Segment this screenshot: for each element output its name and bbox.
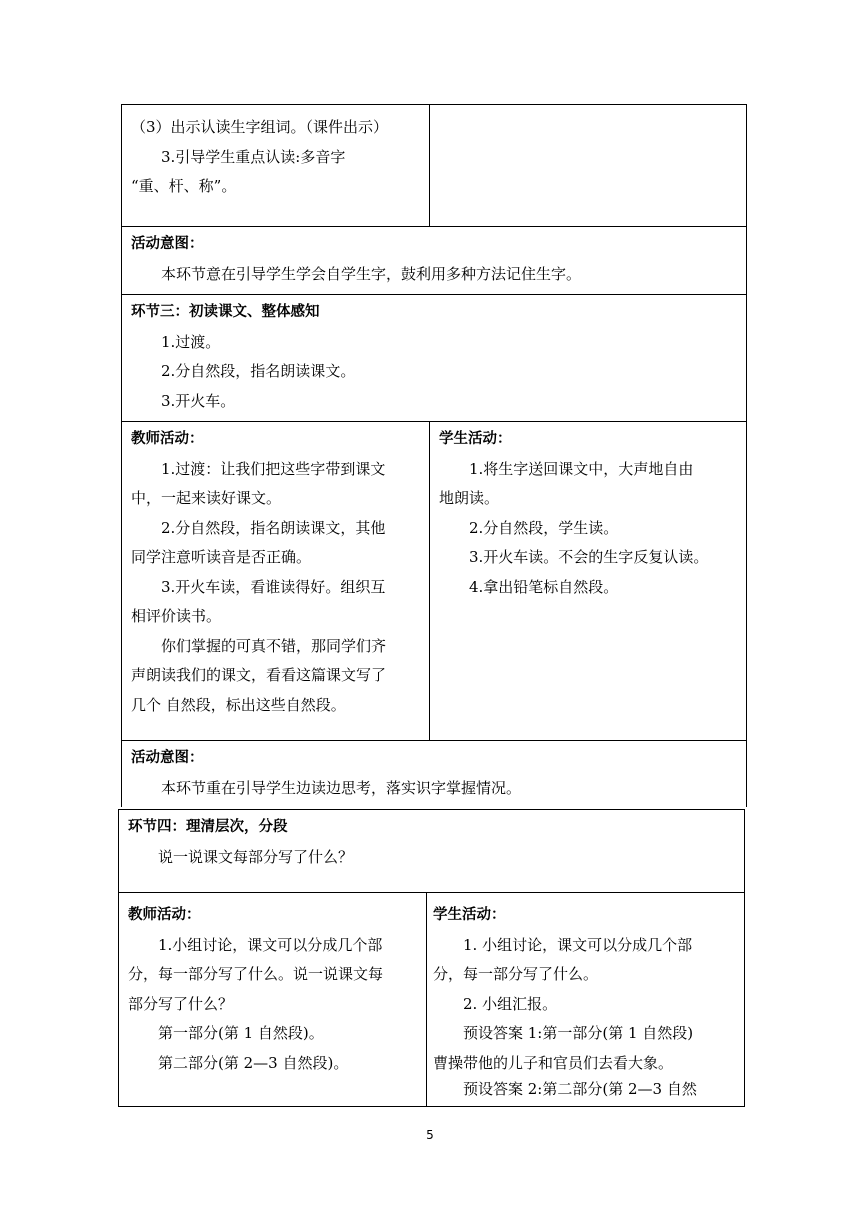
- student4-title: 学生活动：: [433, 907, 506, 923]
- table-row: [122, 227, 747, 295]
- table-row: [122, 422, 747, 741]
- student3-line: 2.分自然段，学生读。: [469, 518, 619, 537]
- student4-line: 预设答案 2:第二部分(第 2—3 自然: [463, 1080, 697, 1098]
- student4-line: 分，每一部分写了什么。: [433, 965, 599, 983]
- section4-cell: [119, 810, 745, 893]
- student3-line: 3.开火车读。不会的生字反复认读。: [469, 548, 709, 566]
- table-row: [122, 295, 747, 422]
- student3-line: 1.将生字送回课文中，大声地自由: [469, 459, 694, 478]
- intent-cell-1: [122, 227, 747, 295]
- section4-title: 环节四：理清层次，分段: [128, 819, 288, 835]
- section3-cell: [122, 295, 747, 422]
- student4-line: 预设答案 1:第一部分(第 1 自然段): [463, 1024, 694, 1042]
- teacher4-title: 教师活动：: [128, 907, 201, 923]
- page-number: 5: [426, 1128, 434, 1142]
- table-row: [122, 105, 747, 227]
- student4-cell: [427, 893, 745, 1107]
- table-row: [119, 893, 745, 1107]
- top-line-3: “重、杆、称”。: [131, 177, 237, 195]
- student3-line: 地朗读。: [439, 489, 500, 507]
- student3-line: 4.拿出铅笔标自然段。: [469, 577, 619, 596]
- student3-cell: [430, 422, 747, 741]
- section3-title: 环节三：初读课文、整体感知: [131, 304, 320, 320]
- section3-item-1: 1.过渡。: [161, 332, 221, 351]
- teacher4-line: 部分写了什么？: [128, 994, 234, 1013]
- teacher4-line: 分，每一部分写了什么。说一说课文每: [128, 965, 384, 983]
- teacher3-line: 声朗读我们的课文，看看这篇课文写了: [131, 666, 387, 684]
- student4-line: 曹操带他的儿子和官员们去看大象。: [433, 1053, 674, 1072]
- teacher3-cell: [122, 422, 430, 741]
- student4-line: 1. 小组讨论，课文可以分成几个部: [463, 935, 693, 954]
- top-left-cell: [122, 105, 430, 227]
- teacher4-line: 第二部分(第 2—3 自然段)。: [158, 1053, 349, 1072]
- teacher3-line: 中，一起来读好课文。: [131, 489, 282, 507]
- top-line-1: （3）出示认读生字组词。（课件出示）: [131, 118, 389, 136]
- teacher3-line: 同学注意听读音是否正确。: [131, 548, 312, 566]
- intent-text-1: 本环节意在引导学生学会自学生字，鼓利用多种方法记住生字。: [161, 264, 582, 283]
- teacher3-line: 3.开火车读，看谁读得好。组织互: [161, 577, 386, 596]
- section3-item-2: 2.分自然段，指名朗读课文。: [161, 362, 356, 380]
- teacher3-line: 1.过渡：让我们把这些字带到课文: [161, 459, 386, 478]
- intent-text-2: 本环节重在引导学生边读边思考，落实识字掌握情况。: [161, 778, 522, 797]
- top-line-2: 3.引导学生重点认读:多音字: [161, 147, 346, 166]
- teacher3-title: 教师活动：: [131, 431, 204, 447]
- teacher3-line: 你们掌握的可真不错，那同学们齐: [161, 636, 387, 655]
- lesson-plan-table-2: [118, 809, 745, 1107]
- lesson-plan-table-1: [121, 104, 747, 807]
- section3-item-3: 3.开火车。: [161, 391, 236, 410]
- teacher4-line: 1.小组讨论，课文可以分成几个部: [158, 935, 383, 954]
- student4-line: 2. 小组汇报。: [463, 994, 558, 1013]
- intent-title-2: 活动意图：: [131, 750, 204, 766]
- student3-title: 学生活动：: [439, 431, 512, 447]
- top-right-cell: [430, 105, 747, 227]
- table-row: [119, 810, 745, 893]
- intent-title-1: 活动意图：: [131, 236, 204, 252]
- teacher3-line: 2.分自然段，指名朗读课文，其他: [161, 518, 386, 537]
- teacher3-line: 几个 自然段，标出这些自然段。: [131, 695, 346, 714]
- table-row: [122, 741, 747, 808]
- teacher4-line: 第一部分(第 1 自然段)。: [158, 1024, 324, 1042]
- intent-cell-2: [122, 741, 747, 808]
- teacher3-line: 相评价读书。: [131, 607, 222, 625]
- section4-text: 说一说课文每部分写了什么？: [158, 847, 354, 866]
- teacher4-cell: [119, 893, 427, 1107]
